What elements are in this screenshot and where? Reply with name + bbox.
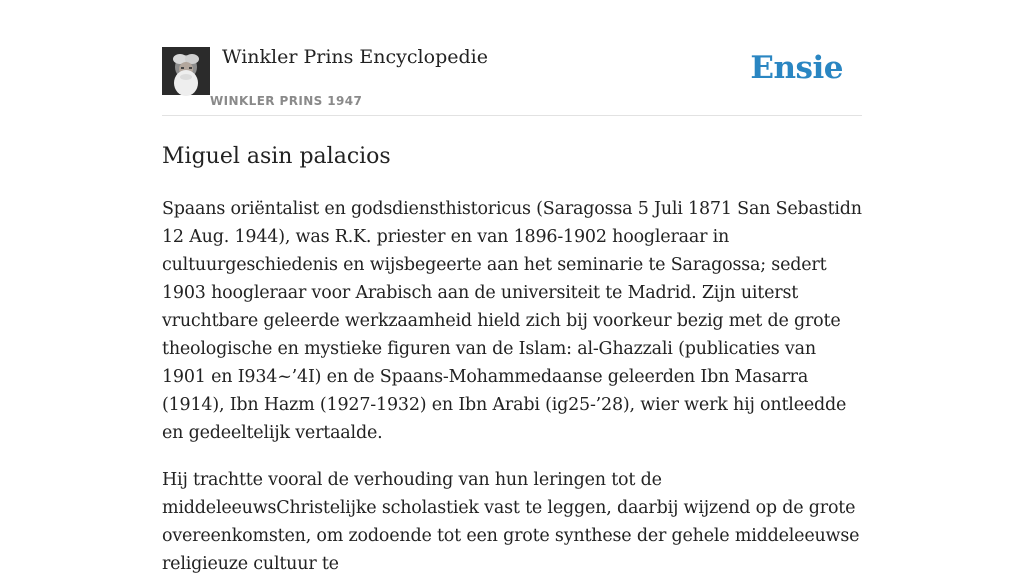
source-title[interactable]: Winkler Prins Encyclopedie xyxy=(222,46,488,68)
source-header xyxy=(162,0,862,116)
article-paragraph: Hij trachtte vooral de verhouding van hun leringen tot de middeleeuwsChristelijke scholastiek vast te leggen, daarbij wijzend op de grote overeenkomsten, om zodoende tot een grote synthese der gehele middeleeuwse religieuze cultuur te xyxy=(162,470,860,574)
bearded-man-portrait-icon xyxy=(162,47,210,95)
page-title: Miguel asin palacios xyxy=(162,144,391,169)
article-page xyxy=(162,0,862,578)
brand-logo[interactable]: Ensie xyxy=(750,50,843,86)
source-subtitle[interactable]: WINKLER PRINS 1947 xyxy=(210,94,363,108)
article-paragraph: Spaans oriëntalist en godsdiensthistoricus (Saragossa 5 Juli 1871 San Sebastidn 12 Aug. 1944), was R.K. priester en van 1896-1902 hoogleraar in cultuurgeschiedenis en wijsbegeerte aan het seminarie te Saragossa; sedert 1903 hoogleraar voor Arabisch aan de universiteit te Madrid. Zijn uiterst vruchtbare geleerde werkzaamheid hield zich bij voorkeur bezig met de grote theologische en mystieke figuren van de Islam: al-Ghazzali (publicaties van 1901 en I934~’4I) en de Spaans-Mohammedaanse geleerden Ibn Masarra (1914), Ibn Hazm (1927-1932) en Ibn Arabi (ig25-’28), wier werk hij ontleedde en gedeeltelijk vertaalde. xyxy=(162,199,862,443)
article-body xyxy=(162,195,862,578)
avatar[interactable] xyxy=(162,47,210,95)
